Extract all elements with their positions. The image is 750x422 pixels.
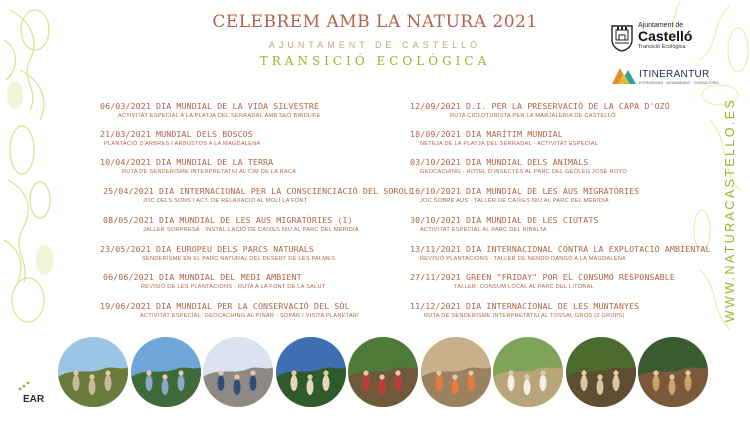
ear-logo-text: EAR — [23, 394, 45, 405]
event-item — [410, 129, 598, 147]
event-title: 16/10/2021 DIA MUNDIAL DE LES AUS MIGRATÒRIES — [410, 186, 640, 196]
ear-logo[interactable] — [18, 381, 58, 411]
event-item — [100, 244, 335, 262]
logo-line-1: Ajuntament de — [638, 22, 684, 29]
event-title: 10/04/2021 DIA MUNDIAL DE LA TERRA — [100, 157, 274, 167]
event-item — [410, 272, 675, 290]
ear-mark-icon — [18, 381, 32, 393]
event-detail: RUTA DE SENDERISME INTERPRETATIU AL CIM DE LA RACA — [122, 169, 297, 175]
website-link[interactable] — [722, 97, 738, 323]
event-item — [100, 101, 321, 119]
itinerantur-name: ITINERANTUR — [639, 69, 710, 80]
event-item — [100, 129, 260, 147]
event-detail: REVISIÓ DE LES PLANTACIONS · RUTA A LA FONT DE LA SALUT — [141, 284, 326, 290]
event-detail: REVISIÓ PLANTACIONS · TALLER DE NENDO DANGO A LA MAGDALENA — [420, 256, 626, 262]
event-item — [100, 157, 296, 175]
event-title: 11/12/2021 DIA INTERNACIONAL DE LES MUNTANYES — [410, 301, 640, 311]
website-url: WWW.NATURACASTELLO.ES — [723, 97, 737, 323]
event-detail: JOC SOBRE AUS · TALLER DE CAIXES NIU AL PARC DEL MERIDIÀ — [420, 198, 609, 204]
event-title: 27/11/2021 GREEN "FRIDAY" POR EL CONSUMO RESPONSABLE — [410, 272, 675, 282]
mountain-view-photo — [131, 337, 201, 407]
leaf-decoration-right — [690, 110, 750, 340]
event-title: 23/05/2021 DIA EUROPEU DELS PARCS NATURALS — [100, 244, 314, 254]
itinerantur-logo[interactable] — [612, 66, 722, 88]
department-tagline: TRANSICIÓ ECOLÒGICA — [259, 54, 491, 68]
event-title: 21/03/2021 MUNDIAL DELS BOSCOS — [100, 129, 253, 139]
leaf-decoration-left — [0, 0, 70, 340]
event-detail: SENDERISME EN EL PARC NATURAL DEL DESERT DE LES PALMES — [142, 256, 336, 262]
organization-subtitle: AJUNTAMENT DE CASTELLÓ — [268, 40, 482, 50]
event-detail: ACTIVITAT ESPECIAL AL PARC DEL RIBALTA — [420, 227, 547, 233]
event-item — [103, 215, 359, 233]
coastal-walkway-photo — [58, 337, 128, 407]
beach-activity-photo — [421, 337, 491, 407]
event-item — [103, 272, 325, 290]
forest-class-photo — [566, 337, 636, 407]
itinerantur-caption: ESTRATÈGIES · MEDIAMBIENT · CONSULTORIA — [639, 81, 719, 85]
event-detail: GEOCACHING · HOTEL D'INSECTES AL PARC DEL GEÒLEG JOSÉ ROYO — [420, 169, 627, 175]
event-detail: TALLER: CONSUM LOCAL AL PARC DEL LITORAL — [454, 284, 594, 290]
event-detail: RUTA CICLOTURISTA PER LA MARJALERIA DE CASTELLÓ — [450, 113, 616, 119]
logo-line-3: Transició Ecològica — [638, 44, 686, 50]
event-item — [410, 244, 711, 262]
event-title: 25/04/2021 DIA INTERNACIONAL PER LA CONSCIENCIACIÓ DEL SOROLL — [103, 186, 414, 196]
event-item — [410, 215, 599, 233]
event-title: 19/06/2021 DIA MUNDIAL PER LA CONSERVACIÓ DEL SÒL — [100, 301, 350, 311]
event-detail: RUTA DE SENDERISME INTERPRETATIU AL TOSSAL GROS (2 GRUPS) — [424, 313, 625, 319]
event-title: 12/09/2021 D.I. PER LA PRESERVACIÓ DE LA CAPA D'OZÓ — [410, 101, 670, 111]
event-detail: ACTIVITAT ESPECIAL: GEOCACHING AL PINAR · SOPAR I VISITA PLANETARI — [140, 313, 359, 319]
logo-line-2: Castelló — [638, 28, 693, 44]
event-item — [103, 186, 414, 204]
event-item — [100, 301, 359, 319]
craft-table-photo — [638, 337, 708, 407]
kids-outdoor-photo — [493, 337, 563, 407]
ajuntament-castello-logo[interactable] — [610, 20, 720, 54]
garden-workshop-photo — [348, 337, 418, 407]
event-item — [410, 101, 670, 119]
event-item — [410, 301, 639, 319]
event-detail: NETEJA DE LA PLATJA DEL SERRADAL · ACTIVITAT ESPECIAL — [420, 141, 599, 147]
event-item — [410, 157, 627, 175]
mountains-logo-icon — [612, 66, 636, 84]
event-title: 30/10/2021 DIA MUNDIAL DE LES CIUTATS — [410, 215, 599, 225]
event-detail: PLANTACIÓ D'ARBRES I ARBUSTOS A LA MAGDALENA — [104, 141, 261, 147]
event-title: 08/05/2021 DIA MUNDIAL DE LES AUS MIGRATÒRIES (I) — [103, 215, 353, 225]
photo-strip — [58, 337, 728, 411]
event-title: 13/11/2021 DIA INTERNACIONAL CONTRA LA EXPLOTACIÓ AMBIENTAL — [410, 244, 711, 254]
event-title: 03/10/2021 DIA MUNDIAL DELS ANIMALS — [410, 157, 589, 167]
event-title: 06/06/2021 DIA MUNDIAL DEL MEDI AMBIENT — [103, 272, 302, 282]
page-title: CELEBREM AMB LA NATURA 2021 — [212, 12, 538, 32]
cycling-group-photo — [203, 337, 273, 407]
event-title: 06/03/2021 DIA MUNDIAL DE LA VIDA SILVESTRE — [100, 101, 320, 111]
event-detail: ACTIVITAT ESPECIAL A LA PLATJA DEL SERRADAL AMB SEO BIRDLIFE — [118, 113, 321, 119]
event-detail: JALLER SORPRESA · INSTAL·LACIÓ DE CAIXES NIU AL PARC DEL MERIDIÀ — [143, 227, 359, 233]
event-item — [410, 186, 639, 204]
palm-park-photo — [276, 337, 346, 407]
event-title: 18/09/2021 DIA MARÍTIM MUNDIAL — [410, 129, 563, 139]
castle-crest-icon — [610, 22, 634, 52]
event-detail: JOC DELS SONS I ACT. DE RELAXACIÓ AL MOLÍ LA FONT — [143, 198, 308, 204]
